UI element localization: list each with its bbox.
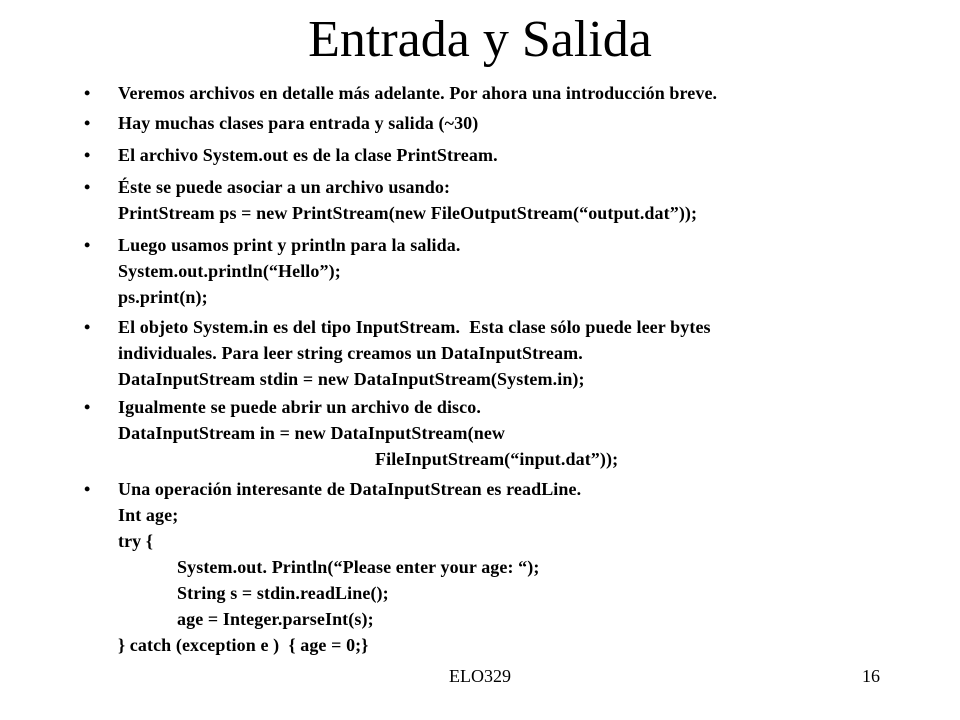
code-line: try { (118, 531, 154, 551)
bullet-dot: • (84, 397, 91, 417)
code-line: ps.print(n); (118, 287, 208, 307)
bullet-dot: • (84, 113, 91, 133)
bullet-dot: • (84, 479, 91, 499)
code-line: Int age; (118, 505, 179, 525)
footer-course-label: ELO329 (449, 666, 511, 686)
code-line: DataInputStream stdin = new DataInputStream(System.in); (118, 369, 585, 389)
bullet-text: Una operación interesante de DataInputStrean es readLine. (118, 479, 582, 499)
code-line: DataInputStream in = new DataInputStream(new (118, 423, 506, 443)
code-line: System.out.println(“Hello”); (118, 261, 341, 281)
bullet-text: Veremos archivos en detalle más adelante. Por ahora una introducción breve. (118, 83, 718, 103)
code-line: } catch (exception e ) { age = 0;} (118, 635, 369, 655)
bullet-dot: • (84, 145, 91, 165)
bullet-dot: • (84, 83, 91, 103)
code-line: System.out. Println(“Please enter your age: “); (177, 557, 540, 577)
bullet-dot: • (84, 317, 91, 337)
bullet-text: Éste se puede asociar a un archivo usando: (118, 177, 451, 197)
bullet-text: Luego usamos print y println para la salida. (118, 235, 461, 255)
bullet-dot: • (84, 177, 91, 197)
code-line: String s = stdin.readLine(); (177, 583, 389, 603)
code-line: age = Integer.parseInt(s); (177, 609, 374, 629)
bullet-text: Igualmente se puede abrir un archivo de disco. (118, 397, 481, 417)
bullet-text: Hay muchas clases para entrada y salida (~30) (118, 113, 479, 133)
code-line: FileInputStream(“input.dat”)); (375, 449, 619, 469)
bullet-text: El archivo System.out es de la clase PrintStream. (118, 145, 498, 165)
slide-title: Entrada y Salida (308, 11, 652, 68)
page-number: 16 (862, 666, 880, 686)
bullet-dot: • (84, 235, 91, 255)
bullet-text: individuales. Para leer string creamos un DataInputStream. (118, 343, 583, 363)
bullet-text: El objeto System.in es del tipo InputStream. Esta clase sólo puede leer bytes (118, 317, 711, 337)
code-line: PrintStream ps = new PrintStream(new FileOutputStream(“output.dat”)); (118, 203, 698, 223)
